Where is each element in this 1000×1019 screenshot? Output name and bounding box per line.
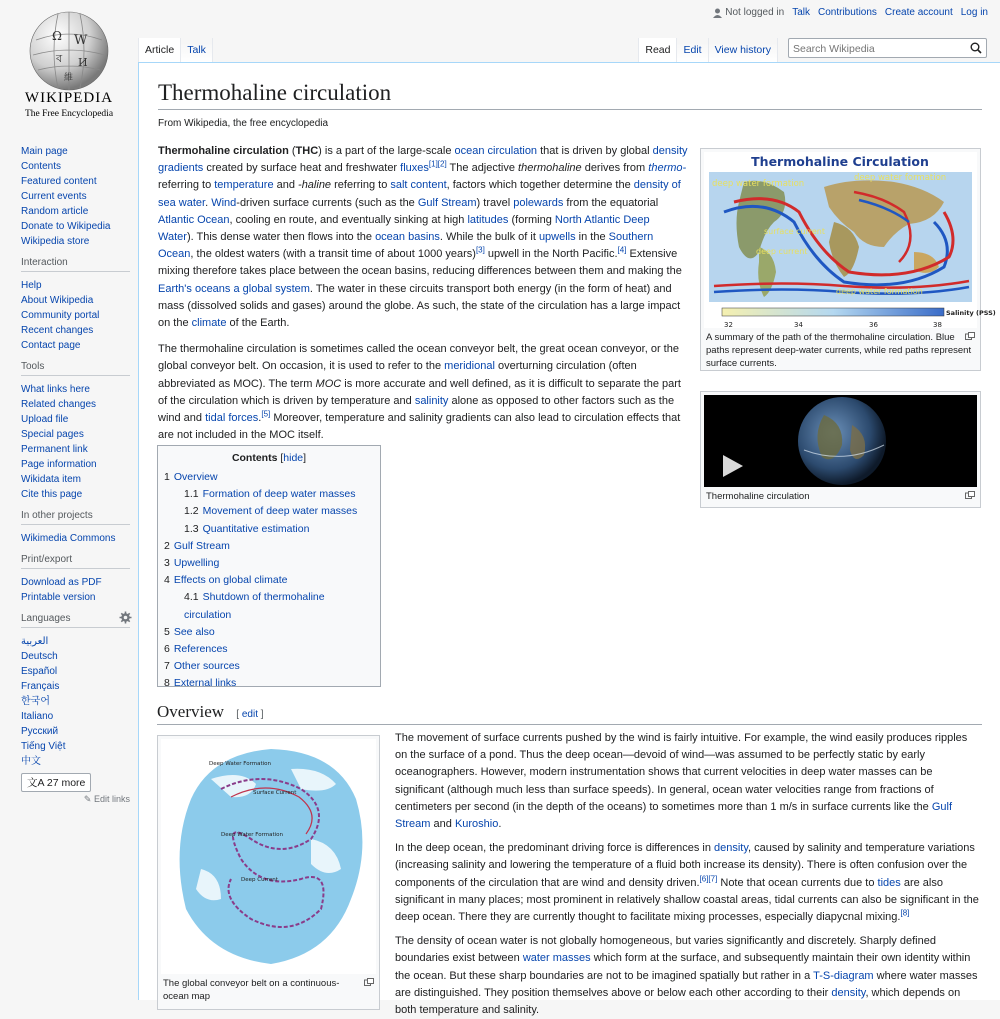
svg-text:維: 維 xyxy=(64,73,74,83)
site-subtitle: From Wikipedia, the free encyclopedia xyxy=(158,118,329,129)
infobox-figure xyxy=(700,148,996,371)
bold-term: THC xyxy=(295,145,319,157)
toc-item[interactable] xyxy=(164,675,374,692)
text-run: . The water in these circuits transport both energy (in the form of heat) and mass (dissolved solids and gases) around the globe. As such, the state of the circulation has a large impact on the xyxy=(158,282,681,330)
article-link[interactable]: Gulf Stream xyxy=(417,196,477,209)
toc-item[interactable] xyxy=(164,538,374,555)
sidebar-tools-item xyxy=(21,412,130,427)
search-input[interactable] xyxy=(789,40,964,58)
article-link[interactable]: T-S-diagram xyxy=(813,969,874,982)
sidebar-nav-item xyxy=(21,189,130,204)
text-run: . While the bulk of it xyxy=(439,231,539,244)
sidebar-nav-item xyxy=(21,204,130,219)
conveyor-caption xyxy=(161,974,376,1005)
text-run: , caused by salinity and temperature variations (increasing salinity and lowering the temperature of a fluid both increase its density). There is often confusion over the components of the circulation that are wind and density driven. xyxy=(395,842,975,889)
article-link[interactable]: climate xyxy=(191,317,227,330)
figure-label: deep water formation xyxy=(712,179,805,189)
salinity-tick: 34 xyxy=(794,321,803,329)
text-run: ) is a part of the large-scale xyxy=(318,145,455,157)
sidebar-language-item xyxy=(21,754,130,769)
text-run: and xyxy=(430,818,455,831)
text-run: . xyxy=(258,412,262,425)
citation-link[interactable]: [5] xyxy=(261,409,271,419)
text-run: of the Earth. xyxy=(226,317,290,330)
toc-number: 2 xyxy=(164,539,170,552)
figure-label: deep current xyxy=(756,247,808,256)
sidebar-tools xyxy=(0,361,138,502)
sidebar-tools-item xyxy=(21,457,130,472)
toc-link[interactable]: Upwelling xyxy=(173,557,220,570)
toc-number: 1.3 xyxy=(184,522,199,535)
text-run: Extensive mixing therefore takes place between the ocean basins, reducing differences between them and making the xyxy=(158,248,682,278)
contributions-link[interactable]: Contributions xyxy=(818,7,877,18)
video-caption xyxy=(704,487,977,505)
sidebar-tools-link[interactable]: What links here xyxy=(21,384,90,395)
article-link[interactable]: thermo- xyxy=(648,162,687,175)
article-link[interactable]: meridional xyxy=(444,360,495,373)
thermohaline-map-image[interactable] xyxy=(704,152,996,329)
view-tabs xyxy=(638,38,778,62)
text-run: upwell in the North Pacific. xyxy=(484,248,618,261)
citation-link[interactable]: [8] xyxy=(900,908,910,918)
overview-paragraph-3 xyxy=(395,933,982,1019)
sidebar-language-link[interactable]: 한국어 xyxy=(21,696,50,707)
gear-icon[interactable] xyxy=(119,611,132,624)
salinity-tick: 36 xyxy=(869,321,878,329)
citation-link[interactable]: [3] xyxy=(475,245,485,255)
more-languages-button[interactable] xyxy=(21,773,91,792)
sidebar-projects-link[interactable]: Wikimedia Commons xyxy=(21,533,116,544)
text-run: referring to xyxy=(331,179,391,192)
section-edit: [ edit ] xyxy=(236,709,264,720)
toc-item[interactable] xyxy=(164,521,374,538)
overview-heading xyxy=(157,702,982,725)
text-run: referring to xyxy=(158,179,215,192)
sidebar-interaction-item xyxy=(21,293,130,308)
bold-term: Thermohaline circulation xyxy=(158,145,289,157)
toc-hide-link[interactable]: hide xyxy=(283,452,304,464)
svg-text:Ω: Ω xyxy=(52,29,62,43)
toc-number: 3 xyxy=(164,557,170,570)
text-run: are also significant in many places; most prominent in relatively shallow coastal areas, tidal currents can also be significant in the deep ocean. There they are currently thought to facilitate mixing processes, especially diapycnal mixing. xyxy=(395,876,979,924)
article-link[interactable]: Gulf Stream xyxy=(395,800,953,831)
puzzle-globe-icon xyxy=(28,10,110,92)
sidebar-interaction-item xyxy=(21,308,130,323)
salinity-label: Salinity (PSS) xyxy=(946,309,996,317)
text-run: alone as opposed to other factors such as the wind and xyxy=(158,394,675,425)
text-run: . xyxy=(498,818,502,831)
italic-term: MOC xyxy=(315,377,342,390)
text-run: is more accurate and well defined, as it is difficult to separate the part of the circulation which is driven by temperature and xyxy=(158,377,681,407)
languages-heading xyxy=(21,613,130,628)
sidebar-language-item xyxy=(21,739,130,754)
overview-paragraph-2 xyxy=(395,840,982,926)
video-figure xyxy=(700,391,981,508)
toc-link[interactable]: Gulf Stream xyxy=(173,539,230,552)
intro-paragraph-2 xyxy=(158,341,688,444)
conveyor-figure xyxy=(157,735,380,1010)
enlarge-icon[interactable] xyxy=(965,491,975,499)
sidebar-interaction-link[interactable]: About Wikipedia xyxy=(21,295,94,306)
sidebar-nav-link[interactable]: Contents xyxy=(21,161,62,172)
article-link[interactable]: Atlantic Ocean xyxy=(158,213,230,226)
sidebar-projects-item xyxy=(21,531,130,546)
sidebar-nav-item xyxy=(21,219,130,234)
tab-talk[interactable]: Talk xyxy=(180,38,213,62)
text-run: from the equatorial xyxy=(563,196,659,209)
intro-paragraph-1 xyxy=(158,143,688,332)
sidebar-language-item xyxy=(21,649,130,664)
article-link[interactable]: upwells xyxy=(538,231,576,244)
article-link[interactable]: Southern Ocean xyxy=(158,231,654,261)
toc-link[interactable]: See also xyxy=(173,625,215,638)
text-run: The movement of surface currents pushed by the wind is fairly intuitive. For example, the wind easily produces ripples on the surface of a pond. Thus the deep ocean—devoid of wind—was assumed to be perfectly static by early oceanographers. However, modern instrumentation shows that current velocities in deep water masses can be significant (although much less than surface speeds). In general, ocean water velocities range from fractions of centimeters per second (in the depth of the oceans) to sometimes more than 1 m/s in surface currents like the xyxy=(395,732,968,813)
sidebar-nav-link[interactable]: Featured content xyxy=(21,176,97,187)
toc-title xyxy=(164,452,374,464)
toc-link[interactable]: External links xyxy=(173,677,237,690)
article-link[interactable]: density xyxy=(831,986,866,999)
sidebar xyxy=(0,140,138,813)
toc-item[interactable] xyxy=(164,589,374,623)
map-label: Deep Water Formation xyxy=(221,832,284,838)
sidebar-tools-item xyxy=(21,427,130,442)
video-player[interactable] xyxy=(704,395,977,487)
text-run: , cooling en route, and eventually sinking at high xyxy=(229,213,468,226)
translate-icon: 文A xyxy=(27,777,44,789)
tab-article[interactable]: Article xyxy=(138,38,180,62)
create-account-link[interactable]: Create account xyxy=(884,7,953,18)
toc-number: 1.1 xyxy=(184,488,199,501)
toc-hide: [hide] xyxy=(280,452,307,464)
text-run: The density of ocean water is not globally homogeneous, but varies significantly and discretely. Sharply defined boundaries exist between xyxy=(395,935,936,965)
overview-text xyxy=(395,730,982,1019)
sidebar-tools-link[interactable]: Upload file xyxy=(21,414,69,425)
section-edit-link[interactable]: edit xyxy=(241,709,258,720)
sidebar-language-item xyxy=(21,679,130,694)
text-run: ) travel xyxy=(476,196,514,209)
sidebar-nav-item xyxy=(21,234,130,249)
text-run: that is driven by global xyxy=(537,145,653,157)
tab-view-history[interactable]: View history xyxy=(708,38,778,62)
article-link[interactable]: water masses xyxy=(522,952,591,965)
text-run: in the xyxy=(575,231,609,244)
text-run: In the deep ocean, the predominant driving force is differences in xyxy=(395,842,714,855)
search-box xyxy=(788,38,987,58)
sidebar-interaction-link[interactable]: Help xyxy=(21,280,42,291)
text-run: overturning circulation (often abbreviated as MOC). The term xyxy=(158,360,637,390)
sidebar-navigation xyxy=(0,144,138,249)
text-run: created by surface heat and freshwater xyxy=(203,162,401,175)
enlarge-icon[interactable] xyxy=(965,332,975,340)
user-icon xyxy=(713,8,722,18)
text-run: The thermohaline circulation is sometimes called the ocean conveyor belt, the great ocean conveyor, or the global conveyor belt. On occasion, it is used to refer to the xyxy=(158,343,679,373)
sidebar-language-link[interactable]: Français xyxy=(21,681,60,692)
infobox-caption xyxy=(704,328,977,372)
pencil-icon: ✎ xyxy=(83,794,92,804)
sidebar-tools-link[interactable]: Page information xyxy=(21,459,97,470)
sidebar-language-link[interactable]: Tiếng Việt xyxy=(21,741,66,752)
text-run: derives from xyxy=(581,162,649,175)
toc-number: 4.1 xyxy=(184,591,199,604)
personal-tools xyxy=(713,7,988,18)
sidebar-projects xyxy=(0,510,138,546)
toc-item[interactable] xyxy=(164,624,374,641)
tagline: The Free Encyclopedia xyxy=(24,109,114,119)
text-run: , the oldest waters (with a transit time of about 1000 years) xyxy=(190,248,476,261)
article-link[interactable]: density xyxy=(714,842,749,855)
interaction-heading: Interaction xyxy=(21,257,130,272)
sidebar-interaction-link[interactable]: Recent changes xyxy=(21,325,94,336)
toc-link[interactable]: Formation of deep water masses xyxy=(202,488,356,501)
sidebar-nav-link[interactable]: Wikipedia store xyxy=(21,236,90,247)
text-run: ). This dense water then flows into the xyxy=(186,231,376,244)
article-link[interactable]: salinity xyxy=(414,394,449,407)
sidebar-print xyxy=(0,554,138,605)
sidebar-nav-link[interactable]: Main page xyxy=(21,146,68,157)
sidebar-nav-link[interactable]: Random article xyxy=(21,206,89,217)
toc-item[interactable] xyxy=(164,503,374,520)
sidebar-print-item xyxy=(21,590,130,605)
article-link[interactable]: density gradients xyxy=(158,145,688,175)
toc-item[interactable] xyxy=(164,469,374,486)
enlarge-icon[interactable] xyxy=(364,978,374,986)
sidebar-language-link[interactable]: Italiano xyxy=(21,711,54,722)
sidebar-language-item xyxy=(21,664,130,679)
sidebar-nav-link[interactable]: Donate to Wikipedia xyxy=(21,221,111,232)
sidebar-language-link[interactable]: Русский xyxy=(21,726,59,737)
figure-title: Thermohaline Circulation xyxy=(751,154,929,169)
overview-heading-label: Overview xyxy=(157,702,225,721)
text-run: (forming xyxy=(508,213,555,226)
text-run: -driven surface currents (such as the xyxy=(236,196,418,209)
sidebar-languages xyxy=(0,613,138,805)
toc-link[interactable]: Effects on global climate xyxy=(173,574,288,587)
sidebar-print-link[interactable]: Printable version xyxy=(21,592,96,603)
text-run: , factors which together determine the xyxy=(446,179,634,192)
toc-number: 4 xyxy=(164,574,170,587)
conveyor-map-image[interactable] xyxy=(161,739,376,974)
toc-number: 1.2 xyxy=(184,505,199,518)
play-icon[interactable] xyxy=(720,453,746,479)
toc-link[interactable]: Quantitative estimation xyxy=(202,522,310,535)
toc-item[interactable] xyxy=(164,658,374,675)
text-run: The adjective xyxy=(446,162,519,175)
sidebar-interaction-item xyxy=(21,323,130,338)
sidebar-nav-link[interactable]: Current events xyxy=(21,191,87,202)
sidebar-tools-link[interactable]: Special pages xyxy=(21,429,84,440)
wikipedia-logo[interactable] xyxy=(0,0,138,140)
sidebar-language-link[interactable]: العربية xyxy=(21,636,49,647)
toc-title-label: Contents xyxy=(231,452,278,464)
sidebar-interaction-item xyxy=(21,278,130,293)
edit-links[interactable] xyxy=(21,794,130,805)
talk-link[interactable]: Talk xyxy=(792,7,810,18)
article-link[interactable]: polewards xyxy=(513,196,564,209)
sidebar-interaction-link[interactable]: Community portal xyxy=(21,310,100,321)
svg-text:И: И xyxy=(78,56,88,69)
text-run: where water masses are distinguished. They position themselves above or below each other according to their xyxy=(395,969,978,999)
citation-link[interactable]: [1][2] xyxy=(428,159,447,169)
sidebar-print-item xyxy=(21,575,130,590)
sidebar-tools-item xyxy=(21,487,130,502)
text-run: . xyxy=(205,196,212,209)
article-link[interactable]: density of sea water xyxy=(158,179,681,209)
sidebar-tools-link[interactable]: Cite this page xyxy=(21,489,83,500)
svg-text:ব: ব xyxy=(56,52,63,65)
article-link[interactable]: Wind xyxy=(211,196,237,209)
toc-link[interactable]: Other sources xyxy=(173,660,240,673)
toc-number: 7 xyxy=(164,660,170,673)
sidebar-language-link[interactable]: Deutsch xyxy=(21,651,58,662)
sidebar-print-link[interactable]: Download as PDF xyxy=(21,577,102,588)
edit-links-label: Edit links xyxy=(93,794,130,804)
sidebar-language-link[interactable]: 中文 xyxy=(21,756,41,767)
sidebar-interaction xyxy=(0,257,138,353)
toc-number: 6 xyxy=(164,643,170,656)
namespace-tabs xyxy=(138,38,213,62)
text-run: Moreover, temperature and salinity gradients can also lead to circulation effects that are not included in the MOC itself. xyxy=(158,412,681,442)
wordmark: WIKIPEDIA xyxy=(24,90,114,106)
sidebar-tools-item xyxy=(21,397,130,412)
toc-link[interactable]: Shutdown of thermohaline circulation xyxy=(184,591,325,621)
toc-link[interactable]: Movement of deep water masses xyxy=(202,505,358,518)
page-title: Thermohaline circulation xyxy=(158,78,982,110)
sidebar-language-link[interactable]: Español xyxy=(21,666,58,677)
toc-link[interactable]: References xyxy=(173,643,228,656)
salinity-tick: 38 xyxy=(933,321,942,329)
sidebar-nav-item xyxy=(21,174,130,189)
map-label: Deep Water Formation xyxy=(209,761,272,767)
citation-link[interactable]: [4] xyxy=(617,245,627,255)
sidebar-tools-item xyxy=(21,472,130,487)
toc-number: 8 xyxy=(164,677,170,690)
toc-number: 1 xyxy=(164,471,170,483)
article-link[interactable]: Kuroshio xyxy=(454,818,499,831)
sidebar-tools-link[interactable]: Permanent link xyxy=(21,444,88,455)
text-run: Note that ocean currents due to xyxy=(717,876,878,889)
overview-paragraph-1 xyxy=(395,730,982,833)
article-link[interactable]: tidal forces xyxy=(205,412,259,425)
conveyor-caption-text: The global conveyor belt on a continuous-ocean map xyxy=(163,978,340,1002)
article-link[interactable]: salt content xyxy=(390,179,447,192)
print-heading: Print/export xyxy=(21,554,130,569)
not-logged-in-label: Not logged in xyxy=(725,7,785,18)
toc-number: 5 xyxy=(164,625,170,638)
svg-text:W: W xyxy=(74,33,88,48)
figure-label: surface current xyxy=(764,227,825,236)
sidebar-tools-link[interactable]: Wikidata item xyxy=(21,474,82,485)
text-run: , which depends on both temperature and salinity. xyxy=(395,986,961,1017)
sidebar-tools-item xyxy=(21,442,130,457)
article-link[interactable]: Earth's oceans a global system xyxy=(158,282,310,295)
text-run: and xyxy=(273,179,299,192)
text-run: ( xyxy=(288,145,296,157)
log-in-link[interactable]: Log in xyxy=(960,7,988,18)
not-logged-in xyxy=(713,7,784,18)
article-link[interactable]: tides xyxy=(877,876,901,889)
search-icon[interactable] xyxy=(970,42,982,54)
sidebar-language-item xyxy=(21,634,130,649)
article-link[interactable]: temperature xyxy=(214,179,274,192)
toc-item[interactable] xyxy=(164,572,374,589)
salinity-tick: 32 xyxy=(724,321,733,329)
sidebar-nav-item xyxy=(21,159,130,174)
languages-heading-label: Languages xyxy=(21,613,71,624)
citation-link[interactable]: [6][7] xyxy=(699,873,718,883)
map-label: Deep Current xyxy=(241,877,278,883)
sidebar-interaction-link[interactable]: Contact page xyxy=(21,340,81,351)
italic-term: thermohaline xyxy=(518,162,582,175)
article-link[interactable]: ocean basins xyxy=(375,231,440,244)
table-of-contents xyxy=(157,445,381,690)
article-link[interactable]: ocean circulation xyxy=(454,145,538,157)
italic-term: -haline xyxy=(298,179,332,192)
sidebar-tools-link[interactable]: Related changes xyxy=(21,399,97,410)
text-run: which form at the surface, and subsequently maintain their own identity within the ocean. But these sharp boundaries are not to be imagined spatially but rather in a xyxy=(395,952,971,982)
article-link[interactable]: fluxes xyxy=(400,162,429,175)
projects-heading: In other projects xyxy=(21,510,130,525)
tab-edit[interactable]: Edit xyxy=(676,38,707,62)
more-languages-label: 27 more xyxy=(46,777,86,789)
toc-link[interactable]: Overview xyxy=(173,471,218,483)
article-link[interactable]: latitudes xyxy=(467,213,509,226)
map-label: Surface Current xyxy=(253,790,297,796)
sidebar-language-item xyxy=(21,724,130,739)
tools-heading: Tools xyxy=(21,361,130,376)
video-caption-text: Thermohaline circulation xyxy=(706,491,810,502)
article-link[interactable]: North Atlantic Deep Water xyxy=(158,213,650,244)
infobox-caption-text: A summary of the path of the thermohaline circulation. Blue paths represent deep-water currents, while red paths represent surface currents. xyxy=(706,332,972,369)
toc-item[interactable] xyxy=(164,486,374,503)
sidebar-nav-item xyxy=(21,144,130,159)
sidebar-tools-item xyxy=(21,382,130,397)
toc-item[interactable] xyxy=(164,641,374,658)
figure-label: deep water formation xyxy=(836,287,923,296)
sidebar-language-item xyxy=(21,694,130,709)
toc-item[interactable] xyxy=(164,555,374,572)
tab-read[interactable]: Read xyxy=(638,38,676,62)
sidebar-language-item xyxy=(21,709,130,724)
figure-label: deep water formation xyxy=(854,173,947,183)
sidebar-interaction-item xyxy=(21,338,130,353)
